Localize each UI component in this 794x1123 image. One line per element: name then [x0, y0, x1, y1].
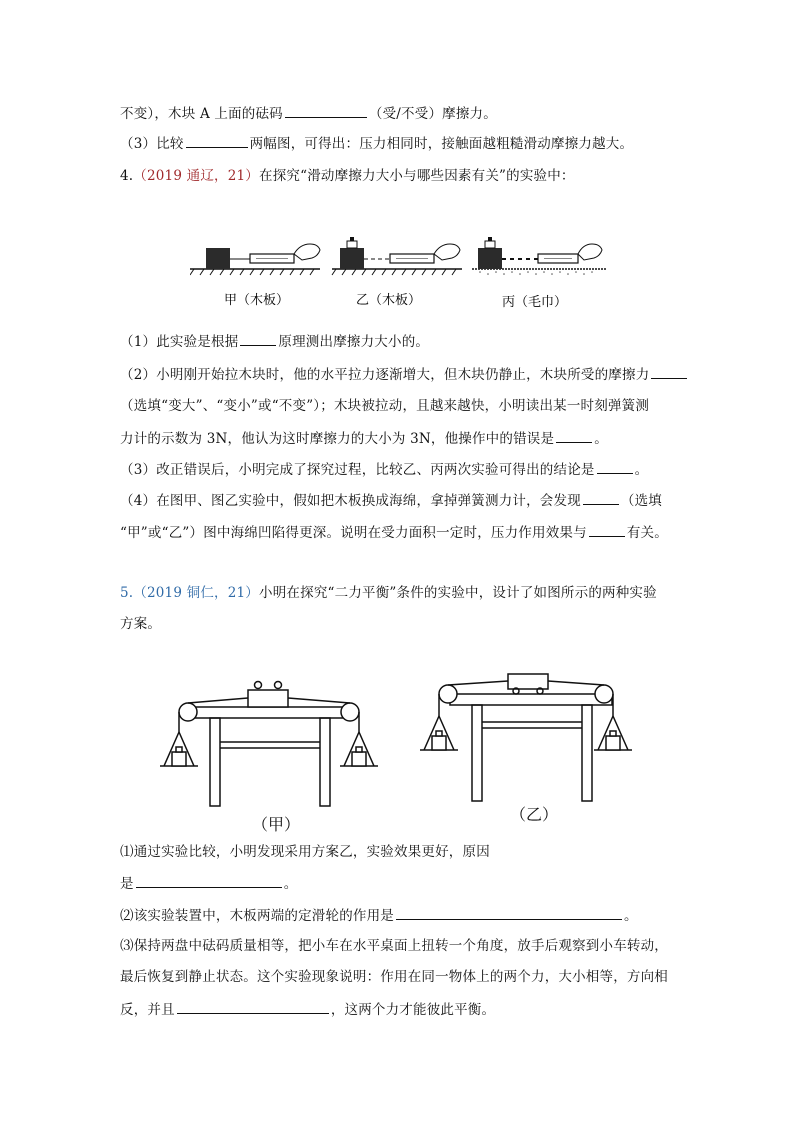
answer-blank[interactable] [186, 133, 248, 148]
figure-jia [190, 244, 320, 308]
text: ⑵该实验装置中，木板两端的定滑轮的作用是 [120, 908, 394, 924]
weight [352, 752, 366, 766]
weight [485, 241, 495, 248]
table-top [188, 707, 350, 718]
pulley [179, 703, 197, 721]
figure-bing [472, 237, 606, 310]
figure-label-jia: （甲） [252, 815, 301, 834]
text: 。 [594, 431, 608, 447]
pulley [439, 685, 457, 703]
answer-blank[interactable] [583, 490, 619, 505]
q4-sub-2-line-2 [120, 396, 649, 416]
wood-block [340, 248, 364, 269]
text: 。 [283, 876, 298, 892]
q4-sub-2-line-1 [120, 364, 689, 385]
hand-icon [578, 244, 602, 260]
figure-jia [160, 682, 378, 807]
weight [347, 241, 357, 248]
hand-icon [294, 244, 320, 260]
q4-stem [120, 166, 575, 186]
answer-blank[interactable] [285, 103, 367, 118]
answer-blank[interactable] [240, 331, 276, 346]
weight [432, 736, 446, 750]
figure-label-yi: 乙（木板） [356, 293, 422, 308]
text: （2）小明刚开始拉木块时，他的水平拉力逐渐增大，但木块仍静止，木块所受的摩擦力 [120, 367, 650, 383]
text: 原理测出摩擦力大小的。 [278, 334, 430, 350]
text: 。 [634, 462, 649, 478]
q5-sub-2 [120, 905, 638, 926]
friction-experiment-figure [190, 226, 610, 316]
q4-sub-2-line-3 [120, 428, 608, 449]
q3-line-2 [120, 133, 633, 154]
q5-stem-2 [120, 614, 161, 634]
text: 两幅图，可得出：压力相同时，接触面越粗糙滑动摩擦力越大。 [249, 136, 634, 152]
text: 反，并且 [120, 1002, 175, 1018]
answer-blank[interactable] [651, 364, 687, 379]
q5-sub-1-line-2 [120, 873, 297, 894]
figure-label-jia: 甲（木板） [224, 293, 290, 308]
weight [172, 752, 186, 766]
figure-yi [420, 674, 632, 801]
question-number: 4. [120, 168, 134, 184]
two-force-balance-figure [160, 670, 640, 840]
answer-blank[interactable] [396, 905, 622, 920]
text: ⑶保持两盘中砝码质量相等，把小车在水平桌面上扭转一个角度，放手后观察到小车转动， [120, 938, 668, 954]
text: 力计的示数为 3N，他认为这时摩擦力的大小为 3N，他操作中的错误是 [120, 431, 555, 447]
text: 。 [624, 908, 638, 924]
question-number: 5. [120, 585, 134, 601]
pulley [595, 685, 613, 703]
text: （1）此实验是根据 [120, 334, 239, 350]
answer-blank[interactable] [177, 999, 329, 1014]
figure-label-bing: 丙（毛巾） [502, 295, 568, 310]
figure-label-yi: （乙） [510, 805, 559, 824]
q4-sub-4-line-2 [120, 522, 668, 543]
text: ⑴通过实验比较，小明发现采用方案乙，实验效果更好，原因 [120, 844, 490, 860]
q5-sub-3-line-1 [120, 936, 668, 956]
text: 有关。 [626, 525, 668, 541]
question-source: （2019 通辽，21） [133, 168, 260, 184]
question-stem: 小明在探究“二力平衡”条件的实验中，设计了如图所示的两种实验 [259, 585, 657, 601]
q5-sub-3-line-2 [120, 967, 668, 987]
q4-sub-4-line-1 [120, 490, 662, 511]
text: （受/不受）摩擦力。 [368, 106, 497, 122]
answer-blank[interactable] [136, 873, 282, 888]
wood-block [206, 248, 230, 269]
figure-yi [332, 237, 462, 308]
text: “甲”或“乙”）图中海绵凹陷得更深。说明在受力面积一定时，压力作用效果与 [120, 525, 587, 541]
wood-block [248, 690, 288, 707]
text: 是 [120, 876, 134, 892]
toy-cart [508, 674, 548, 689]
pulley [341, 703, 359, 721]
q4-sub-1 [120, 331, 429, 352]
q5-sub-3-line-3 [120, 999, 495, 1020]
text: 方案。 [120, 616, 162, 632]
text: （选填“变大”、“变小”或“不变”）；木块被拉动，且越来越快，小明读出某一时刻弹簧测 [120, 398, 650, 414]
answer-blank[interactable] [556, 428, 592, 443]
text: ，这两个力才能彼此平衡。 [330, 1002, 496, 1018]
answer-blank[interactable] [597, 459, 633, 474]
weight [606, 736, 620, 750]
q5-stem [120, 583, 657, 603]
text: （选填 [620, 493, 662, 509]
text: 不变），木块 A 上面的砝码 [120, 106, 283, 122]
hand-icon [434, 244, 460, 260]
wood-block [478, 248, 502, 269]
q5-sub-1-line-1 [120, 842, 490, 862]
q4-sub-3 [120, 459, 648, 480]
q3-line-1 [120, 103, 497, 124]
table-top [450, 694, 612, 705]
text: 最后恢复到静止状态。这个实验现象说明：作用在同一物体上的两个力，大小相等，方向相 [120, 969, 668, 985]
question-source: （2019 铜仁，21） [133, 585, 260, 601]
text: （3）改正错误后，小明完成了探究过程，比较乙、丙两次实验可得出的结论是 [120, 462, 595, 478]
text: （4）在图甲、图乙实验中，假如把木板换成海绵，拿掉弹簧测力计，会发现 [120, 493, 581, 509]
text: （3）比较 [120, 136, 184, 152]
question-stem: 在探究“滑动摩擦力大小与哪些因素有关”的实验中： [259, 168, 575, 184]
answer-blank[interactable] [589, 522, 625, 537]
